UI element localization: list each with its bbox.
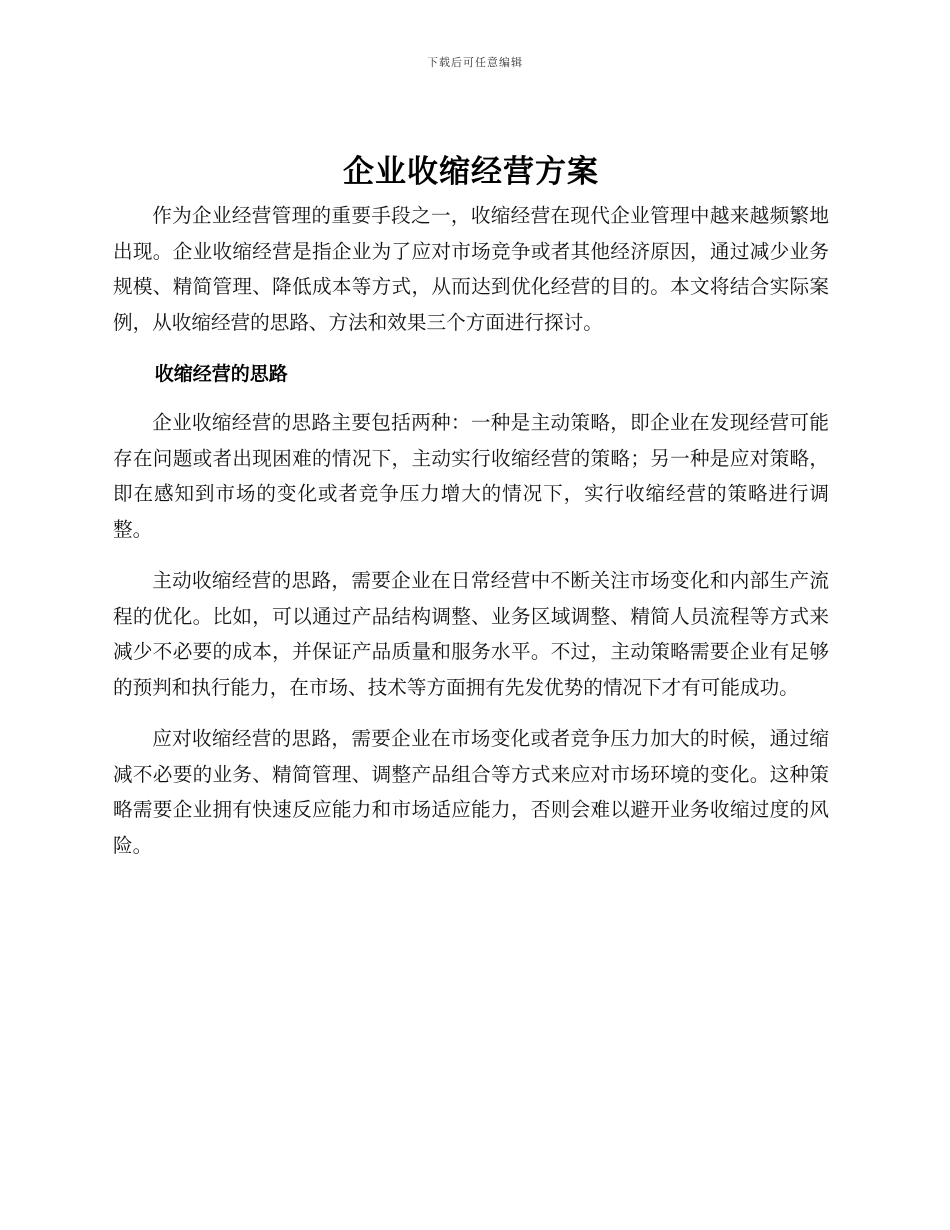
header-note: 下载后可任意编辑 [427, 56, 523, 69]
body-paragraph: 应对收缩经营的思路，需要企业在市场变化或者竞争压力加大的时候，通过缩减不必要的业务、精简管理、调整产品组合等方式来应对市场环境的变化。这种策略需要企业拥有快速反应能力和市场适应能力，否则会难以避开业务收缩过度的风险。 [113, 727, 829, 857]
body-paragraph: 主动收缩经营的思路，需要企业在日常经营中不断关注市场变化和内部生产流程的优化。比如，可以通过产品结构调整、业务区域调整、精简人员流程等方式来减少不必要的成本，并保证产品质量和服务水平。不过，主动策略需要企业有足够的预判和执行能力，在市场、技术等方面拥有先发优势的情况下才有可能成功。 [113, 569, 829, 699]
document-title: 企业收缩经营方案 [343, 154, 599, 190]
body-paragraph: 企业收缩经营的思路主要包括两种：一种是主动策略，即企业在发现经营可能存在问题或者出现困难的情况下，主动实行收缩经营的策略；另一种是应对策略，即在感知到市场的变化或者竞争压力增大的情况下，实行收缩经营的策略进行调整。 [113, 411, 829, 541]
section-heading: 收缩经营的思路 [154, 363, 288, 385]
intro-paragraph: 作为企业经营管理的重要手段之一，收缩经营在现代企业管理中越来越频繁地出现。企业收缩经营是指企业为了应对市场竞争或者其他经济原因，通过减少业务规模、精简管理、降低成本等方式，从而达到优化经营的目的。本文将结合实际案例，从收缩经营的思路、方法和效果三个方面进行探讨。 [113, 204, 829, 334]
document-body [113, 148, 829, 879]
